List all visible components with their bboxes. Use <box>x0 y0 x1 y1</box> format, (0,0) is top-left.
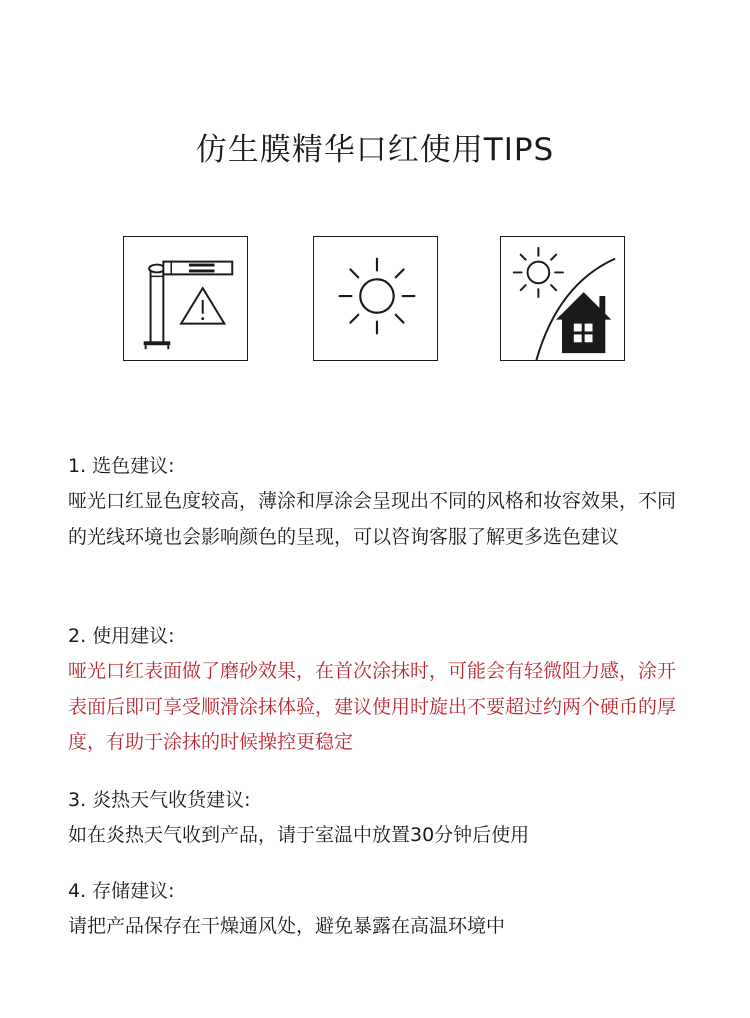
sun-house-icon <box>501 237 624 360</box>
page-title: 仿生膜精华口红使用TIPS <box>195 132 555 168</box>
section-heading: 3. 炎热天气收货建议: <box>68 789 251 811</box>
section-body: 哑光口红显色度较高，薄涂和厚涂会呈现出不同的风格和妆容效果，不同的光线环境也会影响颜色的呈现，可以咨询客服了解更多选色建议 <box>68 490 677 548</box>
section-hot-weather-advice <box>68 786 688 854</box>
barrier-warning-icon <box>124 237 247 360</box>
section-heading: 2. 使用建议: <box>68 625 175 647</box>
sun-house-icon-box <box>500 236 625 361</box>
section-color-advice <box>68 452 688 555</box>
barrier-warning-icon-box <box>123 236 248 361</box>
section-usage-advice <box>68 622 688 761</box>
section-heading: 1. 选色建议: <box>68 455 175 477</box>
sun-icon-box <box>313 236 438 361</box>
section-heading: 4. 存储建议: <box>68 880 175 902</box>
section-storage-advice <box>68 877 688 945</box>
section-body: 请把产品保存在干燥通风处，避免暴露在高温环境中 <box>68 915 506 937</box>
section-body: 如在炎热天气收到产品，请于室温中放置30分钟后使用 <box>68 824 530 846</box>
sun-icon <box>314 237 437 360</box>
section-body: 哑光口红表面做了磨砂效果，在首次涂抹时，可能会有轻微阻力感，涂开表面后即可享受顺滑涂抹体验，建议使用时旋出不要超过约两个硬币的厚度，有助于涂抹的时候操控更稳定 <box>68 660 677 753</box>
